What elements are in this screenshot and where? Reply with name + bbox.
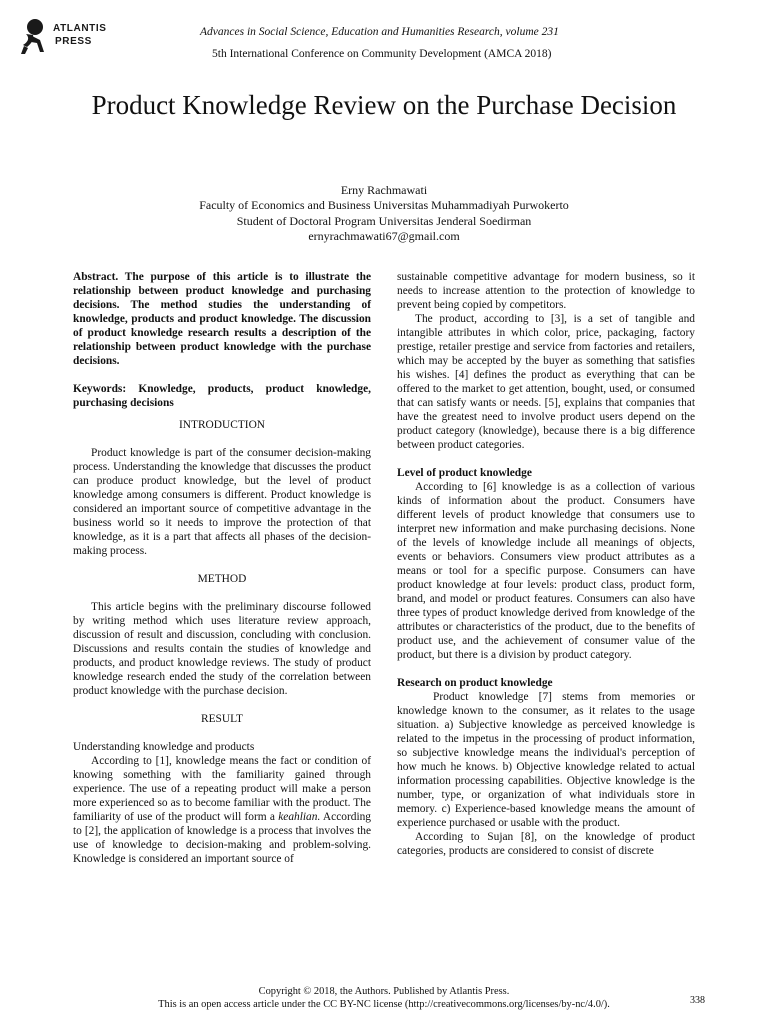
research-text: Product knowledge [7] stems from memories or knowledge known to the consumer, as it relates to the usage situation. a) Subjective knowledge as perceived knowledge is related to the impetus in the processing of product information, so subjective knowledge means the individual's perception of how much he knows. b) Objective knowledge related to actual information processing capabilities. Objective knowledge is the number, type, or organization of what individuals store in memory. c) Experience-based knowledge means the amount of experience purchased or usable with the product. — [397, 691, 695, 829]
method-heading: METHOD — [197, 573, 247, 585]
affiliation-1: Faculty of Economics and Business Universitas Muhammadiyah Purwokerto — [199, 198, 569, 213]
license-line: This is an open access article under the CC BY-NC license (http://creativecommons.org/licenses/by-nc/4.0/). — [158, 999, 610, 1010]
paper-title: Product Knowledge Review on the Purchase Decision — [91, 90, 677, 120]
author-email: ernyrachmawati67@gmail.com — [308, 229, 460, 244]
product-definition-text: The product, according to [3], is a set of tangible and intangible attributes in which color, price, packaging, factory prestige, retailer prestige and service from factories and retailers, which may be accepted by the buyer as something that satisfies his wishes. [4] defines the product as everything that can be offered to the market to get attention, bought, used, or consumed that can satisfy wants or needs. [5], explains that companies that have the greatest need to involve product users depend on the product category (knowledge), because there is a big difference between product categories. — [397, 313, 695, 451]
page-number: 338 — [690, 995, 705, 1006]
logo-word-press: PRESS — [55, 36, 92, 47]
result-subheading: Understanding knowledge and products — [73, 741, 255, 753]
introduction-text: Product knowledge is part of the consumer decision-making process. Understanding the knowledge that discusses the product can produce product knowledge, but the level of product knowledge among consumers is different. Product knowledge is considered an important source of competitive advantage in the business world so it needs to improve the protection of that knowledge, as it is a part that affects all phases of the decision-making process. — [73, 447, 371, 557]
right-column — [397, 270, 695, 858]
research-heading: Research on product knowledge — [397, 677, 553, 689]
atlantis-press-logo — [18, 18, 118, 58]
atlas-figure-icon — [18, 18, 50, 56]
introduction-heading: INTRODUCTION — [178, 419, 266, 431]
result-text — [73, 754, 371, 866]
left-column — [73, 270, 371, 866]
sujan-text: According to Sujan [8], on the knowledge of product categories, products are considered to consist of discrete — [397, 831, 695, 857]
continuation-text: sustainable competitive advantage for modern business, so it needs to increase attention to the protection of knowledge to prevent being copied by competitors. — [397, 271, 695, 311]
author-block — [84, 183, 684, 245]
journal-line: Advances in Social Science, Education and Humanities Research, volume 231 — [200, 26, 559, 38]
logo-word-atlantis: ATLANTIS — [53, 23, 107, 34]
method-text: This article begins with the preliminary discourse followed by writing method which uses literature review approach, discussion of result and discussion, concluding with conclusion. Discussions and results contain the studies of knowledge and products, and product knowledge reviews. The study of product knowledge research ended the study of the correlation between product knowledge with the purchase decision. — [73, 601, 371, 697]
result-heading: RESULT — [201, 713, 243, 725]
result-text-italic: keahlian. — [278, 811, 321, 823]
conference-line: 5th International Conference on Community Development (AMCA 2018) — [212, 48, 552, 60]
result-text-part-2: According to [2], the application of knowledge is a process that involves the use of knowledge to decision-making and problem-solving. Knowledge is considered an important source of — [73, 811, 372, 865]
copyright-line: Copyright © 2018, the Authors. Published by Atlantis Press. — [258, 986, 510, 997]
level-text: According to [6] knowledge is as a collection of various kinds of information about the product. Consumers have different levels of product knowledge that consumers use to interpret new information and make purchasing decisions. None of the levels of knowledge include all meanings of objects, events or behaviors. Consumers view product attributes as a means or tool for a specific purpose. Consumers can have product knowledge at four levels: product class, product form, brand, and model or product features. Consumers can also have three types of product knowledge derived from knowledge of the attributes or characteristics of the product, due to the benefits of product use, and the achievement of consumer value of the product, but there is a division by product category. — [397, 481, 695, 661]
level-heading: Level of product knowledge — [397, 467, 532, 479]
keywords: Keywords: Knowledge, products, product knowledge, purchasing decisions — [73, 383, 371, 409]
abstract: Abstract. The purpose of this article is to illustrate the relationship between product knowledge and purchasing decisions. The method studies the understanding of knowledge, products and product knowledge. The discussion of product knowledge research results a description of the relationship between product knowledge with the purchase decisions. — [73, 271, 371, 367]
affiliation-2: Student of Doctoral Program Universitas Jenderal Soedirman — [236, 213, 532, 228]
author-name: Erny Rachmawati — [340, 183, 428, 197]
result-text-part-1: According to [1], knowledge means the fact or condition of knowing something with the familiarity gained through experience. The use of a repeating product will make a person more experienced so as to become familiar with the product. The familiarity of use of the product will form a — [73, 755, 371, 823]
footer — [100, 985, 668, 1011]
